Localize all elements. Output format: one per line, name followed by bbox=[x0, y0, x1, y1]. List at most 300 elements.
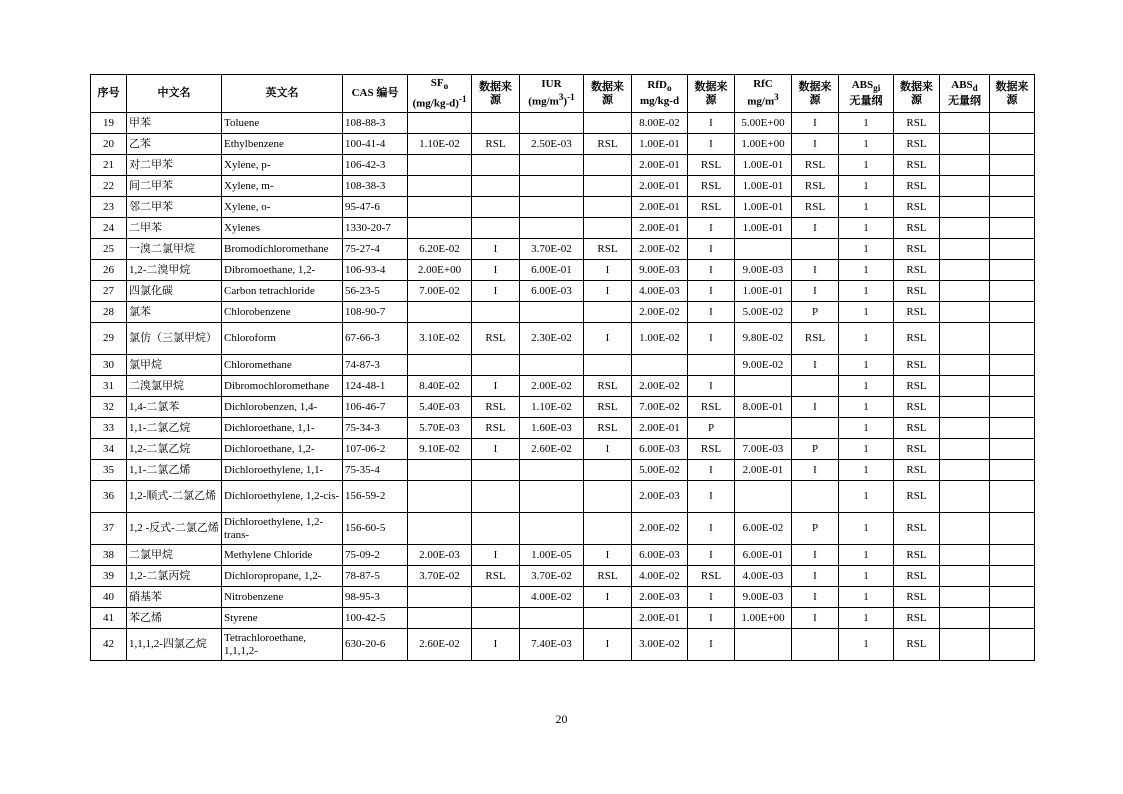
cell-seq: 23 bbox=[91, 197, 127, 218]
cell-seq: 19 bbox=[91, 113, 127, 134]
cell-abs-gi: 1 bbox=[839, 608, 894, 629]
cell-iur bbox=[520, 176, 584, 197]
cell-rfdo-source: I bbox=[688, 460, 735, 481]
cell-rfc-source: I bbox=[792, 566, 839, 587]
cell-abs-gi-source: RSL bbox=[894, 134, 940, 155]
cell-rfdo: 6.00E-03 bbox=[632, 439, 688, 460]
cell-cas: 156-59-2 bbox=[343, 481, 408, 513]
cell-abs-d-source bbox=[990, 418, 1035, 439]
cell-iur-source bbox=[584, 355, 632, 376]
cell-rfdo-source: P bbox=[688, 418, 735, 439]
cell-cas: 630-20-6 bbox=[343, 629, 408, 661]
cell-sfo-source: RSL bbox=[472, 397, 520, 418]
header-source: 数据来 源 bbox=[584, 75, 632, 113]
cell-rfdo-source bbox=[688, 355, 735, 376]
table-row bbox=[91, 134, 1035, 155]
cell-abs-gi-source: RSL bbox=[894, 481, 940, 513]
cell-rfc: 4.00E-03 bbox=[735, 566, 792, 587]
cell-sfo-source: RSL bbox=[472, 566, 520, 587]
cell-sfo-source bbox=[472, 113, 520, 134]
cell-rfdo: 2.00E-01 bbox=[632, 155, 688, 176]
table-row bbox=[91, 587, 1035, 608]
cell-rfc: 1.00E-01 bbox=[735, 176, 792, 197]
cell-rfc: 6.00E-02 bbox=[735, 513, 792, 545]
cell-rfc-source: I bbox=[792, 260, 839, 281]
cell-iur: 2.00E-02 bbox=[520, 376, 584, 397]
cell-abs-d bbox=[940, 481, 990, 513]
cell-iur: 1.60E-03 bbox=[520, 418, 584, 439]
cell-rfc-source: I bbox=[792, 545, 839, 566]
cell-sfo: 7.00E-02 bbox=[408, 281, 472, 302]
cell-iur-source: I bbox=[584, 260, 632, 281]
cell-cas: 108-38-3 bbox=[343, 176, 408, 197]
cell-chinese-name: 二甲苯 bbox=[127, 218, 222, 239]
cell-sfo-source: I bbox=[472, 376, 520, 397]
cell-rfc-source: I bbox=[792, 460, 839, 481]
cell-iur bbox=[520, 513, 584, 545]
cell-rfdo: 6.00E-03 bbox=[632, 545, 688, 566]
cell-iur-source: I bbox=[584, 439, 632, 460]
cell-iur bbox=[520, 155, 584, 176]
cell-sfo bbox=[408, 608, 472, 629]
cell-rfdo-source: I bbox=[688, 239, 735, 260]
cell-english-name: Dichloroethylene, 1,2-cis- bbox=[222, 481, 343, 513]
cell-rfdo: 2.00E-01 bbox=[632, 218, 688, 239]
cell-rfdo: 2.00E-01 bbox=[632, 176, 688, 197]
cell-rfc-source: RSL bbox=[792, 155, 839, 176]
cell-abs-d-source bbox=[990, 566, 1035, 587]
page-number: 20 bbox=[555, 712, 568, 726]
cell-iur: 6.00E-03 bbox=[520, 281, 584, 302]
cell-iur: 2.50E-03 bbox=[520, 134, 584, 155]
cell-sfo-source bbox=[472, 460, 520, 481]
table-row bbox=[91, 481, 1035, 513]
cell-abs-gi: 1 bbox=[839, 323, 894, 355]
cell-sfo bbox=[408, 155, 472, 176]
cell-sfo bbox=[408, 113, 472, 134]
cell-abs-d-source bbox=[990, 218, 1035, 239]
cell-cas: 75-09-2 bbox=[343, 545, 408, 566]
cell-abs-gi-source: RSL bbox=[894, 323, 940, 355]
table-row bbox=[91, 629, 1035, 661]
cell-rfdo-source: I bbox=[688, 302, 735, 323]
cell-rfdo: 1.00E-01 bbox=[632, 134, 688, 155]
cell-iur: 2.60E-02 bbox=[520, 439, 584, 460]
cell-rfc-source: I bbox=[792, 134, 839, 155]
cell-sfo bbox=[408, 481, 472, 513]
cell-rfc-source: I bbox=[792, 608, 839, 629]
cell-iur-source: I bbox=[584, 587, 632, 608]
cell-sfo bbox=[408, 587, 472, 608]
cell-cas: 75-34-3 bbox=[343, 418, 408, 439]
cell-rfc: 5.00E+00 bbox=[735, 113, 792, 134]
cell-sfo-source: I bbox=[472, 629, 520, 661]
header-source: 数据来 源 bbox=[472, 75, 520, 113]
cell-english-name: Chloromethane bbox=[222, 355, 343, 376]
cell-cas: 107-06-2 bbox=[343, 439, 408, 460]
cell-rfdo-source: RSL bbox=[688, 439, 735, 460]
cell-abs-gi-source: RSL bbox=[894, 439, 940, 460]
cell-rfdo-source: I bbox=[688, 260, 735, 281]
cell-sfo: 8.40E-02 bbox=[408, 376, 472, 397]
cell-abs-d bbox=[940, 587, 990, 608]
cell-iur bbox=[520, 460, 584, 481]
cell-chinese-name: 甲苯 bbox=[127, 113, 222, 134]
cell-sfo: 1.10E-02 bbox=[408, 134, 472, 155]
table-row bbox=[91, 566, 1035, 587]
cell-sfo-source: RSL bbox=[472, 323, 520, 355]
cell-rfc-source bbox=[792, 629, 839, 661]
cell-seq: 33 bbox=[91, 418, 127, 439]
cell-sfo-source: I bbox=[472, 439, 520, 460]
cell-cas: 75-35-4 bbox=[343, 460, 408, 481]
table-row bbox=[91, 397, 1035, 418]
cell-rfdo-source: RSL bbox=[688, 176, 735, 197]
cell-seq: 36 bbox=[91, 481, 127, 513]
cell-abs-gi-source: RSL bbox=[894, 260, 940, 281]
cell-cas: 78-87-5 bbox=[343, 566, 408, 587]
cell-rfc-source bbox=[792, 239, 839, 260]
cell-english-name: Carbon tetrachloride bbox=[222, 281, 343, 302]
cell-cas: 100-41-4 bbox=[343, 134, 408, 155]
cell-iur-source: I bbox=[584, 545, 632, 566]
cell-iur: 6.00E-01 bbox=[520, 260, 584, 281]
cell-iur bbox=[520, 197, 584, 218]
cell-seq: 34 bbox=[91, 439, 127, 460]
cell-sfo bbox=[408, 302, 472, 323]
cell-abs-gi-source: RSL bbox=[894, 629, 940, 661]
header-source: 数据来 源 bbox=[792, 75, 839, 113]
cell-seq: 31 bbox=[91, 376, 127, 397]
cell-iur-source bbox=[584, 302, 632, 323]
cell-english-name: Xylenes bbox=[222, 218, 343, 239]
cell-rfc: 2.00E-01 bbox=[735, 460, 792, 481]
cell-abs-d bbox=[940, 355, 990, 376]
cell-sfo: 2.00E+00 bbox=[408, 260, 472, 281]
cell-rfc-source: RSL bbox=[792, 197, 839, 218]
cell-rfdo-source: I bbox=[688, 545, 735, 566]
cell-seq: 20 bbox=[91, 134, 127, 155]
table-row bbox=[91, 439, 1035, 460]
cell-abs-d-source bbox=[990, 260, 1035, 281]
cell-abs-d-source bbox=[990, 302, 1035, 323]
cell-rfdo-source: I bbox=[688, 608, 735, 629]
cell-abs-gi-source: RSL bbox=[894, 113, 940, 134]
cell-sfo bbox=[408, 176, 472, 197]
cell-rfc-source: I bbox=[792, 281, 839, 302]
cell-abs-d bbox=[940, 418, 990, 439]
cell-rfc: 6.00E-01 bbox=[735, 545, 792, 566]
cell-iur-source: I bbox=[584, 629, 632, 661]
cell-cas: 67-66-3 bbox=[343, 323, 408, 355]
cell-rfdo-source: RSL bbox=[688, 566, 735, 587]
cell-rfdo-source: I bbox=[688, 134, 735, 155]
cell-seq: 25 bbox=[91, 239, 127, 260]
cell-abs-gi: 1 bbox=[839, 376, 894, 397]
cell-abs-gi: 1 bbox=[839, 176, 894, 197]
cell-abs-d bbox=[940, 197, 990, 218]
cell-rfc-source bbox=[792, 376, 839, 397]
cell-abs-gi: 1 bbox=[839, 197, 894, 218]
cell-rfdo: 3.00E-02 bbox=[632, 629, 688, 661]
cell-seq: 39 bbox=[91, 566, 127, 587]
cell-rfc bbox=[735, 376, 792, 397]
cell-abs-d bbox=[940, 218, 990, 239]
cell-rfc bbox=[735, 239, 792, 260]
cell-abs-gi: 1 bbox=[839, 281, 894, 302]
cell-sfo-source: I bbox=[472, 281, 520, 302]
cell-seq: 30 bbox=[91, 355, 127, 376]
table-row bbox=[91, 460, 1035, 481]
table-row bbox=[91, 376, 1035, 397]
cell-rfdo: 2.00E-03 bbox=[632, 587, 688, 608]
cell-chinese-name: 1,2-二氯丙烷 bbox=[127, 566, 222, 587]
cell-chinese-name: 二氯甲烷 bbox=[127, 545, 222, 566]
cell-abs-gi: 1 bbox=[839, 218, 894, 239]
cell-rfdo: 7.00E-02 bbox=[632, 397, 688, 418]
cell-abs-gi: 1 bbox=[839, 566, 894, 587]
cell-abs-gi-source: RSL bbox=[894, 155, 940, 176]
cell-abs-gi: 1 bbox=[839, 397, 894, 418]
cell-rfc-source bbox=[792, 481, 839, 513]
cell-sfo: 9.10E-02 bbox=[408, 439, 472, 460]
cell-rfdo: 2.00E-02 bbox=[632, 376, 688, 397]
cell-english-name: Dibromochloromethane bbox=[222, 376, 343, 397]
cell-sfo-source: I bbox=[472, 545, 520, 566]
cell-seq: 40 bbox=[91, 587, 127, 608]
cell-rfdo-source: I bbox=[688, 218, 735, 239]
cell-iur-source: RSL bbox=[584, 134, 632, 155]
cell-abs-gi-source: RSL bbox=[894, 302, 940, 323]
cell-seq: 37 bbox=[91, 513, 127, 545]
cell-cas: 106-42-3 bbox=[343, 155, 408, 176]
cell-sfo bbox=[408, 460, 472, 481]
cell-rfdo-source: I bbox=[688, 587, 735, 608]
cell-chinese-name: 1,2-二氯乙烷 bbox=[127, 439, 222, 460]
cell-rfdo-source: RSL bbox=[688, 397, 735, 418]
header-source: 数据来 源 bbox=[688, 75, 735, 113]
cell-abs-gi: 1 bbox=[839, 155, 894, 176]
header-seq: 序号 bbox=[91, 75, 127, 113]
cell-sfo: 5.40E-03 bbox=[408, 397, 472, 418]
cell-rfdo: 4.00E-02 bbox=[632, 566, 688, 587]
header-iur: IUR $(mg/m^3)^{-1}$ bbox=[520, 75, 584, 113]
cell-chinese-name: 硝基苯 bbox=[127, 587, 222, 608]
cell-abs-d bbox=[940, 113, 990, 134]
cell-abs-d-source bbox=[990, 460, 1035, 481]
cell-rfc-source: P bbox=[792, 513, 839, 545]
cell-abs-d-source bbox=[990, 629, 1035, 661]
cell-abs-gi: 1 bbox=[839, 418, 894, 439]
header-rfc: RfC $mg/m^3$ bbox=[735, 75, 792, 113]
cell-chinese-name: 二溴氯甲烷 bbox=[127, 376, 222, 397]
cell-cas: 74-87-3 bbox=[343, 355, 408, 376]
cell-english-name: Chloroform bbox=[222, 323, 343, 355]
cell-iur-source: RSL bbox=[584, 239, 632, 260]
cell-sfo-source bbox=[472, 608, 520, 629]
cell-english-name: Xylene, p- bbox=[222, 155, 343, 176]
cell-rfdo: 2.00E-01 bbox=[632, 608, 688, 629]
cell-iur-source: RSL bbox=[584, 418, 632, 439]
cell-sfo: 2.00E-03 bbox=[408, 545, 472, 566]
cell-abs-gi: 1 bbox=[839, 629, 894, 661]
cell-english-name: Methylene Chloride bbox=[222, 545, 343, 566]
table-row bbox=[91, 239, 1035, 260]
cell-chinese-name: 1,4-二氯苯 bbox=[127, 397, 222, 418]
cell-rfdo-source: I bbox=[688, 281, 735, 302]
cell-rfc: 7.00E-03 bbox=[735, 439, 792, 460]
cell-chinese-name: 1,1-二氯乙烯 bbox=[127, 460, 222, 481]
cell-abs-gi: 1 bbox=[839, 134, 894, 155]
cell-sfo: 5.70E-03 bbox=[408, 418, 472, 439]
cell-rfdo: 1.00E-02 bbox=[632, 323, 688, 355]
toxicity-parameter-table bbox=[90, 74, 1035, 661]
cell-rfdo: 2.00E-02 bbox=[632, 302, 688, 323]
cell-abs-gi-source: RSL bbox=[894, 397, 940, 418]
cell-chinese-name: 1,1-二氯乙烷 bbox=[127, 418, 222, 439]
cell-chinese-name: 1,1,1,2-四氯乙烷 bbox=[127, 629, 222, 661]
cell-sfo-source bbox=[472, 481, 520, 513]
cell-chinese-name: 氯仿（三氯甲烷） bbox=[127, 323, 222, 355]
cell-abs-d-source bbox=[990, 134, 1035, 155]
cell-abs-d bbox=[940, 260, 990, 281]
cell-rfdo-source: RSL bbox=[688, 197, 735, 218]
cell-rfc-source: RSL bbox=[792, 176, 839, 197]
cell-rfdo-source: I bbox=[688, 513, 735, 545]
cell-abs-gi-source: RSL bbox=[894, 566, 940, 587]
cell-cas: 156-60-5 bbox=[343, 513, 408, 545]
cell-abs-d-source bbox=[990, 281, 1035, 302]
cell-rfc-source: I bbox=[792, 218, 839, 239]
cell-abs-d bbox=[940, 302, 990, 323]
cell-iur bbox=[520, 218, 584, 239]
cell-abs-gi-source: RSL bbox=[894, 545, 940, 566]
table-row bbox=[91, 418, 1035, 439]
cell-sfo-source bbox=[472, 218, 520, 239]
cell-seq: 26 bbox=[91, 260, 127, 281]
header-abs-gi: $ABS_{gi}$ 无量纲 bbox=[839, 75, 894, 113]
cell-cas: 106-46-7 bbox=[343, 397, 408, 418]
cell-iur-source bbox=[584, 218, 632, 239]
cell-sfo: 2.60E-02 bbox=[408, 629, 472, 661]
cell-abs-d-source bbox=[990, 155, 1035, 176]
cell-chinese-name: 氯甲烷 bbox=[127, 355, 222, 376]
cell-cas: 108-90-7 bbox=[343, 302, 408, 323]
table-body bbox=[91, 113, 1035, 661]
cell-abs-d bbox=[940, 134, 990, 155]
cell-abs-d-source bbox=[990, 608, 1035, 629]
cell-sfo bbox=[408, 513, 472, 545]
cell-english-name: Tetrachloroethane, 1,1,1,2- bbox=[222, 629, 343, 661]
cell-sfo-source bbox=[472, 587, 520, 608]
cell-sfo bbox=[408, 355, 472, 376]
cell-iur-source bbox=[584, 481, 632, 513]
cell-abs-d bbox=[940, 629, 990, 661]
cell-sfo-source: I bbox=[472, 239, 520, 260]
cell-sfo-source: RSL bbox=[472, 134, 520, 155]
cell-cas: 124-48-1 bbox=[343, 376, 408, 397]
cell-iur-source: RSL bbox=[584, 397, 632, 418]
cell-rfc bbox=[735, 418, 792, 439]
cell-seq: 41 bbox=[91, 608, 127, 629]
cell-abs-gi: 1 bbox=[839, 513, 894, 545]
cell-seq: 27 bbox=[91, 281, 127, 302]
cell-sfo: 3.70E-02 bbox=[408, 566, 472, 587]
cell-rfdo-source: I bbox=[688, 629, 735, 661]
cell-rfdo-source: I bbox=[688, 323, 735, 355]
cell-abs-gi: 1 bbox=[839, 355, 894, 376]
cell-abs-gi-source: RSL bbox=[894, 513, 940, 545]
cell-rfc: 1.00E-01 bbox=[735, 197, 792, 218]
cell-rfc: 9.00E-02 bbox=[735, 355, 792, 376]
cell-abs-d bbox=[940, 376, 990, 397]
cell-rfdo bbox=[632, 355, 688, 376]
cell-rfdo: 9.00E-03 bbox=[632, 260, 688, 281]
cell-abs-d-source bbox=[990, 376, 1035, 397]
cell-abs-d-source bbox=[990, 587, 1035, 608]
cell-abs-d-source bbox=[990, 439, 1035, 460]
cell-abs-d-source bbox=[990, 323, 1035, 355]
table-row bbox=[91, 281, 1035, 302]
cell-english-name: Bromodichloromethane bbox=[222, 239, 343, 260]
cell-rfc: 1.00E-01 bbox=[735, 218, 792, 239]
cell-sfo-source bbox=[472, 176, 520, 197]
header-rfdo: RfD$_o$ mg/kg-d bbox=[632, 75, 688, 113]
cell-rfc: 9.00E-03 bbox=[735, 260, 792, 281]
cell-abs-d-source bbox=[990, 513, 1035, 545]
cell-abs-gi: 1 bbox=[839, 545, 894, 566]
cell-cas: 108-88-3 bbox=[343, 113, 408, 134]
cell-seq: 42 bbox=[91, 629, 127, 661]
table-row bbox=[91, 197, 1035, 218]
cell-english-name: Ethylbenzene bbox=[222, 134, 343, 155]
cell-english-name: Xylene, m- bbox=[222, 176, 343, 197]
cell-abs-gi-source: RSL bbox=[894, 355, 940, 376]
cell-chinese-name: 1,2 -反式-二氯乙烯 bbox=[127, 513, 222, 545]
cell-rfc: 1.00E-01 bbox=[735, 155, 792, 176]
cell-chinese-name: 苯乙烯 bbox=[127, 608, 222, 629]
cell-cas: 95-47-6 bbox=[343, 197, 408, 218]
table-row bbox=[91, 113, 1035, 134]
cell-iur-source bbox=[584, 113, 632, 134]
cell-cas: 56-23-5 bbox=[343, 281, 408, 302]
cell-iur-source bbox=[584, 608, 632, 629]
cell-abs-d-source bbox=[990, 176, 1035, 197]
table-row bbox=[91, 302, 1035, 323]
cell-english-name: Dichlorobenzen, 1,4- bbox=[222, 397, 343, 418]
cell-sfo: 6.20E-02 bbox=[408, 239, 472, 260]
cell-rfc-source: P bbox=[792, 302, 839, 323]
cell-rfc-source: I bbox=[792, 587, 839, 608]
cell-rfc-source: I bbox=[792, 355, 839, 376]
cell-iur-source: RSL bbox=[584, 566, 632, 587]
cell-english-name: Dibromoethane, 1,2- bbox=[222, 260, 343, 281]
header-source: 数据来 源 bbox=[894, 75, 940, 113]
cell-english-name: Toluene bbox=[222, 113, 343, 134]
cell-rfc: 1.00E+00 bbox=[735, 608, 792, 629]
table-row bbox=[91, 545, 1035, 566]
cell-rfc: 9.00E-03 bbox=[735, 587, 792, 608]
cell-iur bbox=[520, 302, 584, 323]
cell-cas: 100-42-5 bbox=[343, 608, 408, 629]
cell-iur-source: RSL bbox=[584, 376, 632, 397]
cell-rfc: 8.00E-01 bbox=[735, 397, 792, 418]
cell-rfdo: 2.00E-01 bbox=[632, 197, 688, 218]
table-row bbox=[91, 513, 1035, 545]
cell-rfdo: 2.00E-02 bbox=[632, 239, 688, 260]
cell-sfo-source bbox=[472, 197, 520, 218]
cell-rfdo: 2.00E-02 bbox=[632, 513, 688, 545]
